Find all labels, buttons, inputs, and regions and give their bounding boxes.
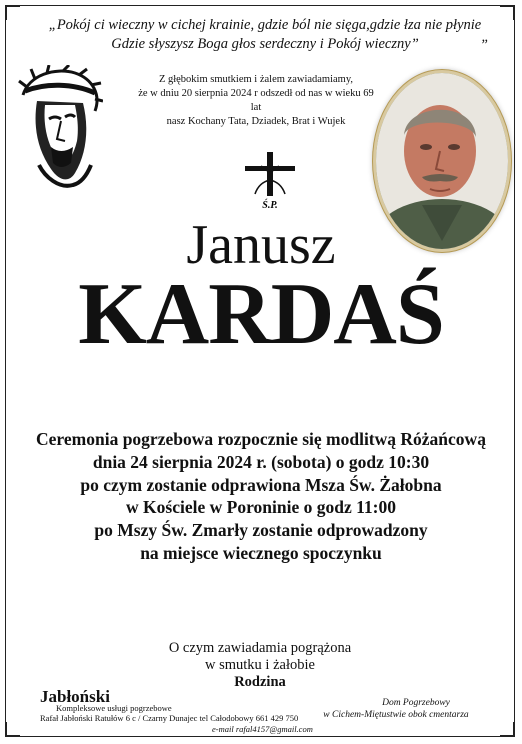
- corner-ornament: [500, 722, 514, 736]
- funeral-home-line: w Cichem-Miętustwie obok cmentarza: [323, 710, 469, 720]
- ceremony-line: na miejsce wiecznego spoczynku: [140, 542, 382, 563]
- funeral-company: [40, 687, 313, 734]
- ceremony-details: [20, 428, 502, 565]
- quote-line: Gdzie słyszysz Boga głos serdeczny i Pokój wieczny”: [111, 36, 419, 52]
- cross-icon: [241, 150, 299, 212]
- family-signature: Rodzina: [234, 674, 286, 690]
- corner-ornament: [6, 722, 20, 736]
- ceremony-line: dnia 24 sierpnia 2024 r. (sobota) o godz 10:30: [92, 451, 430, 472]
- company-subtitle: Kompleksowe usługi pogrzebowe: [56, 703, 172, 713]
- quote-line: „Pokój ci wieczny w cichej krainie, gdzie ból nie sięga,gdzie łza nie płynie: [48, 17, 482, 33]
- announcement-line: że w dniu 20 sierpnia 2024 r odszedł od nas w wieku 69 lat: [138, 88, 374, 113]
- announcement-line: nasz Kochany Tata, Dziadek, Brat i Wujek: [166, 116, 346, 127]
- cross-caption: Ś.P.: [262, 200, 278, 211]
- ceremony-line: Ceremonia pogrzebowa rozpocznie się modlitwą Różańcową: [36, 429, 486, 449]
- ceremony-line: po Mszy Św. Zmarły zostanie odprowadzony: [94, 520, 428, 541]
- funeral-home-info: [306, 697, 486, 721]
- announcement-line: Z głębokim smutkiem i żalem zawiadamiamy,: [158, 74, 354, 85]
- announcement-text: [138, 73, 374, 129]
- corner-ornament: [6, 6, 20, 20]
- deceased-last-name: KARDAŚ: [78, 266, 444, 363]
- company-email: e-mail rafal4157@gmail.com: [212, 724, 313, 734]
- deceased-first-name: Janusz: [186, 214, 336, 276]
- closing-line: O czym zawiadamia pogrążona: [168, 640, 352, 656]
- quote-end-mark: ”: [479, 37, 488, 53]
- company-logo: Jabłoński: [40, 687, 110, 706]
- family-closing: [110, 640, 410, 691]
- ceremony-line: po czym zostanie odprawiona Msza Św. Żałobna: [80, 474, 442, 495]
- closing-line: w smutku i żałobie: [205, 657, 315, 673]
- memorial-quote: [30, 16, 500, 54]
- christ-with-crown-of-thorns-icon: [15, 65, 103, 191]
- funeral-home-line: Dom Pogrzebowy: [382, 698, 450, 708]
- corner-ornament: [500, 6, 514, 20]
- company-address: Rafał Jabłoński Ratułów 6 c / Czarny Dunajec tel Całodobowy 661 429 750: [40, 713, 299, 723]
- ceremony-line: w Kościele w Poroninie o godz 11:00: [126, 497, 396, 518]
